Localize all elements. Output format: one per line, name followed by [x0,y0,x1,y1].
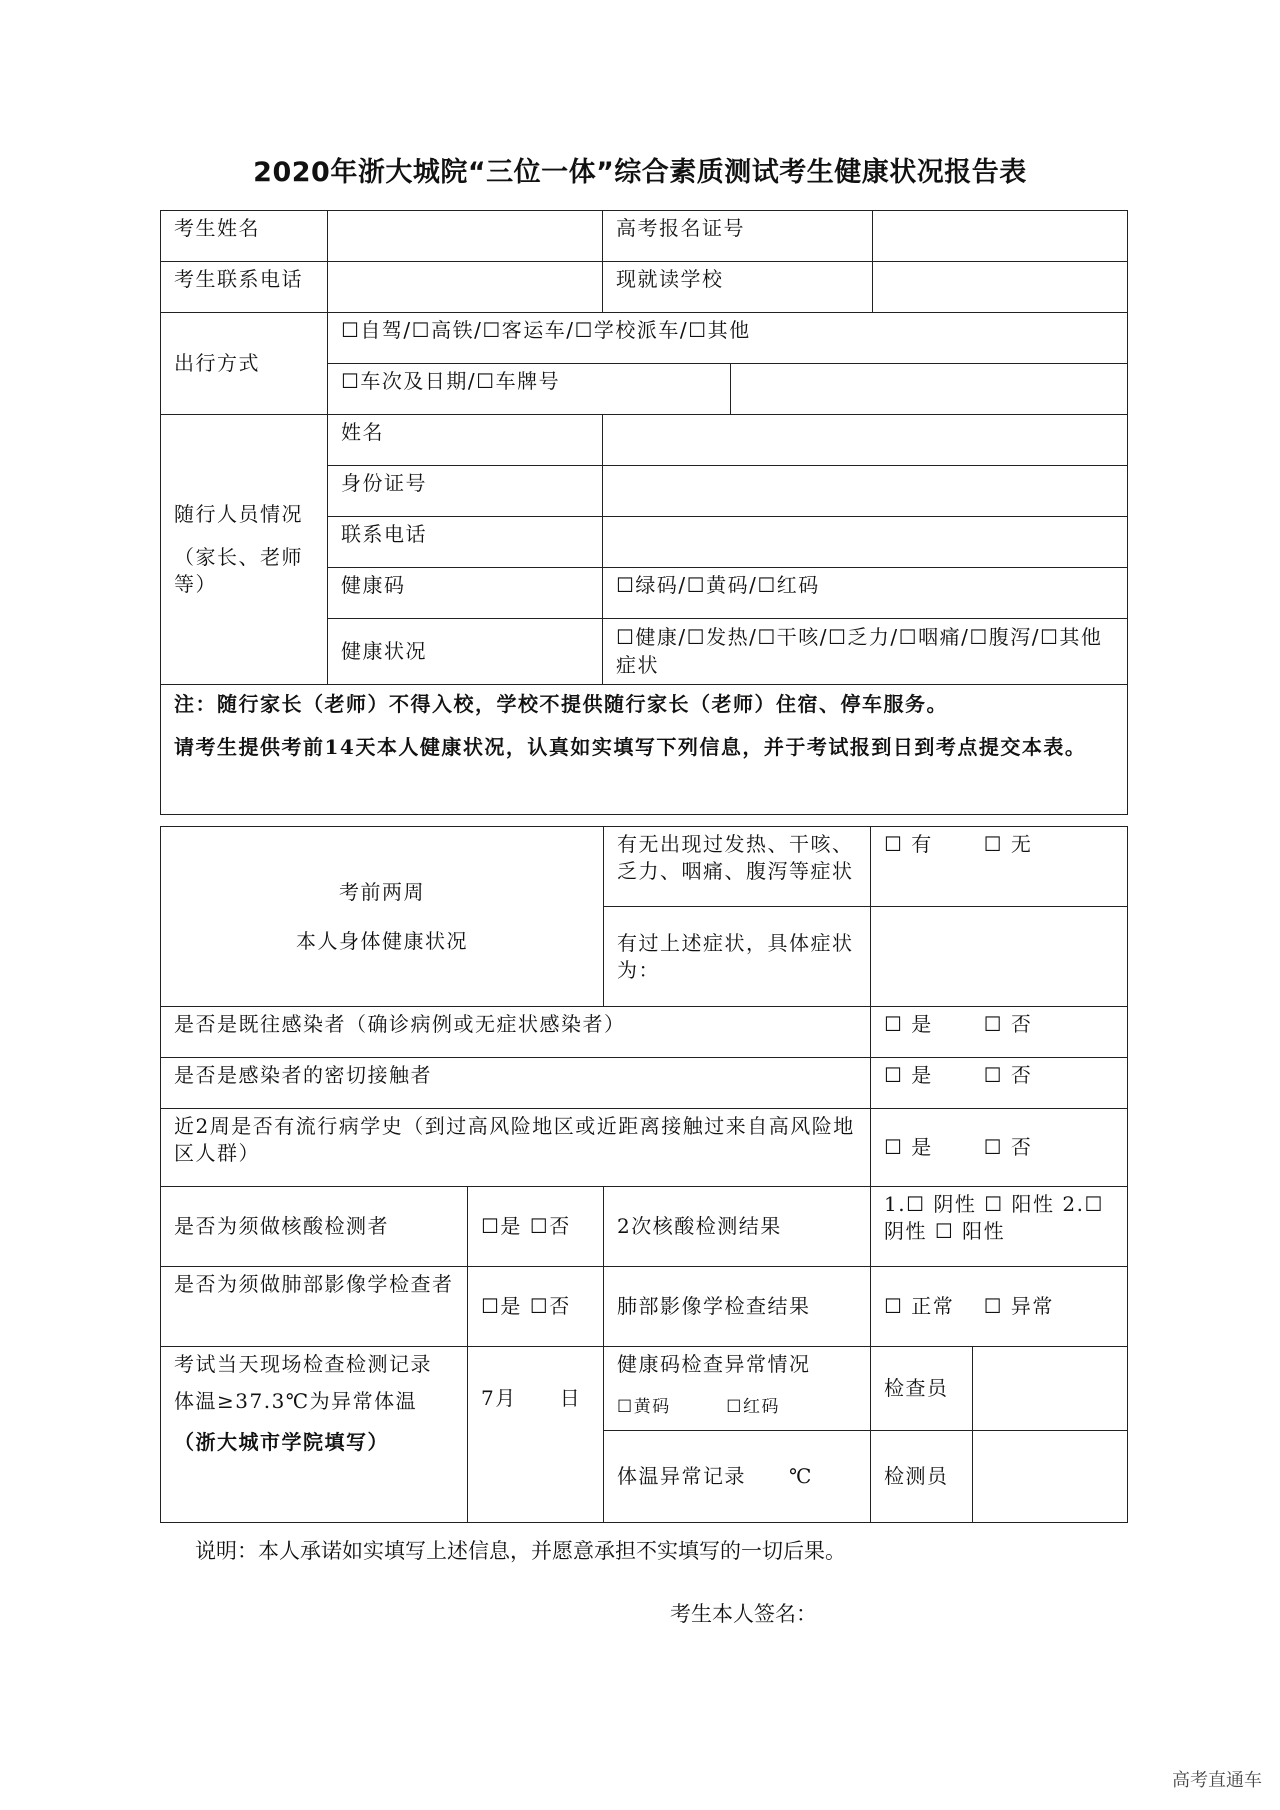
health-code-label: 健康码 [328,568,603,619]
notice-block [161,685,1128,815]
onsite-label-line-3: （浙大城市学院填写） [174,1430,389,1454]
statement: 说明：本人承诺如实填写上述信息，并愿意承担不实填写的一切后果。 [195,1539,846,1563]
close-contact-question: 是否是感染者的密切接触者 [161,1058,871,1109]
inspector-label: 检查员 [871,1347,973,1431]
inspector-field[interactable] [973,1347,1128,1431]
companion-id-label: 身份证号 [328,466,603,517]
nucleic-test-question: 是否为须做核酸检测者 [161,1187,468,1267]
health-table [160,826,1128,1523]
lung-result-label: 肺部影像学检查结果 [604,1267,871,1347]
phone-label: 考生联系电话 [161,262,328,313]
exam-id-field[interactable] [873,211,1128,262]
symptom-question: 有无出现过发热、干咳、乏力、咽痛、腹泻等症状 [604,827,871,907]
code-check-cell [604,1347,871,1431]
companion-id-field[interactable] [603,466,1128,517]
travel-options[interactable]: ☐自驾/☐高铁/☐客运车/☐学校派车/☐其他 [328,313,1128,364]
companion-label-sub: （家长、老师等） [174,545,303,596]
two-week-label [161,827,604,1007]
travel-number-field[interactable] [731,364,1128,415]
travel-number-label[interactable]: ☐车次及日期/☐车牌号 [328,364,731,415]
health-status-label: 健康状况 [328,619,603,685]
companion-phone-label: 联系电话 [328,517,603,568]
lung-exam-question: 是否为须做肺部影像学检查者 [161,1267,468,1347]
nucleic-result-options[interactable]: 1.☐ 阴性 ☐ 阳性 2.☐ 阴性 ☐ 阳性 [871,1187,1128,1267]
lung-result-options[interactable]: ☐ 正常 ☐ 异常 [871,1267,1128,1347]
code-check-label: 健康码检查异常情况 [617,1352,811,1376]
nucleic-test-options[interactable]: ☐是 ☐否 [468,1187,604,1267]
name-field[interactable] [328,211,603,262]
notice-line-2: 请考生提供考前14天本人健康状况，认真如实填写下列信息，并于考试报到日到考点提交本表。 [174,735,1087,759]
name-label: 考生姓名 [161,211,328,262]
watermark: 高考直通车 [1172,1770,1262,1791]
close-contact-options[interactable]: ☐ 是 ☐ 否 [871,1058,1128,1109]
past-infection-question: 是否是既往感染者（确诊病例或无症状感染者） [161,1007,871,1058]
phone-field[interactable] [328,262,603,313]
companion-label [161,415,328,685]
lung-exam-options[interactable]: ☐是 ☐否 [468,1267,604,1347]
exam-id-label: 高考报名证号 [603,211,873,262]
epidemiology-options[interactable]: ☐ 是 ☐ 否 [871,1109,1128,1187]
onsite-date[interactable]: 7月 日 [468,1347,604,1523]
temperature-label: 体温异常记录 ℃ [604,1431,871,1523]
symptom-detail-field[interactable] [871,907,1128,1007]
health-status-options[interactable]: ☐健康/☐发热/☐干咳/☐乏力/☐咽痛/☐腹泻/☐其他症状 [603,619,1128,685]
companion-phone-field[interactable] [603,517,1128,568]
signature-label: 考生本人签名： [670,1602,817,1626]
code-check-options[interactable]: ☐黄码 ☐红码 [617,1397,780,1417]
companion-name-label: 姓名 [328,415,603,466]
onsite-label [161,1347,468,1523]
symptom-detail-label: 有过上述症状，具体症状为： [604,907,871,1007]
onsite-label-line-2: 体温≥37.3℃为异常体温 [174,1389,418,1413]
two-week-label-line-1: 考前两周 [339,879,425,904]
symptom-options[interactable]: ☐ 有 ☐ 无 [871,827,1128,907]
travel-label: 出行方式 [161,313,328,415]
tester-label: 检测员 [871,1431,973,1523]
page-title: 2020年浙大城院“三位一体”综合素质测试考生健康状况报告表 [253,157,1027,188]
companion-label-main: 随行人员情况 [174,502,303,526]
two-week-label-line-2: 本人身体健康状况 [296,928,468,953]
info-table [160,210,1128,815]
past-infection-options[interactable]: ☐ 是 ☐ 否 [871,1007,1128,1058]
companion-name-field[interactable] [603,415,1128,466]
health-code-options[interactable]: ☐绿码/☐黄码/☐红码 [603,568,1128,619]
school-field[interactable] [873,262,1128,313]
school-label: 现就读学校 [603,262,873,313]
onsite-label-line-1: 考试当天现场检查检测记录 [174,1352,432,1376]
notice-line-1: 注：随行家长（老师）不得入校，学校不提供随行家长（老师）住宿、停车服务。 [174,692,948,716]
nucleic-result-label: 2次核酸检测结果 [604,1187,871,1267]
tester-field[interactable] [973,1431,1128,1523]
epidemiology-question: 近2周是否有流行病学史（到过高风险地区或近距离接触过来自高风险地区人群） [161,1109,871,1187]
